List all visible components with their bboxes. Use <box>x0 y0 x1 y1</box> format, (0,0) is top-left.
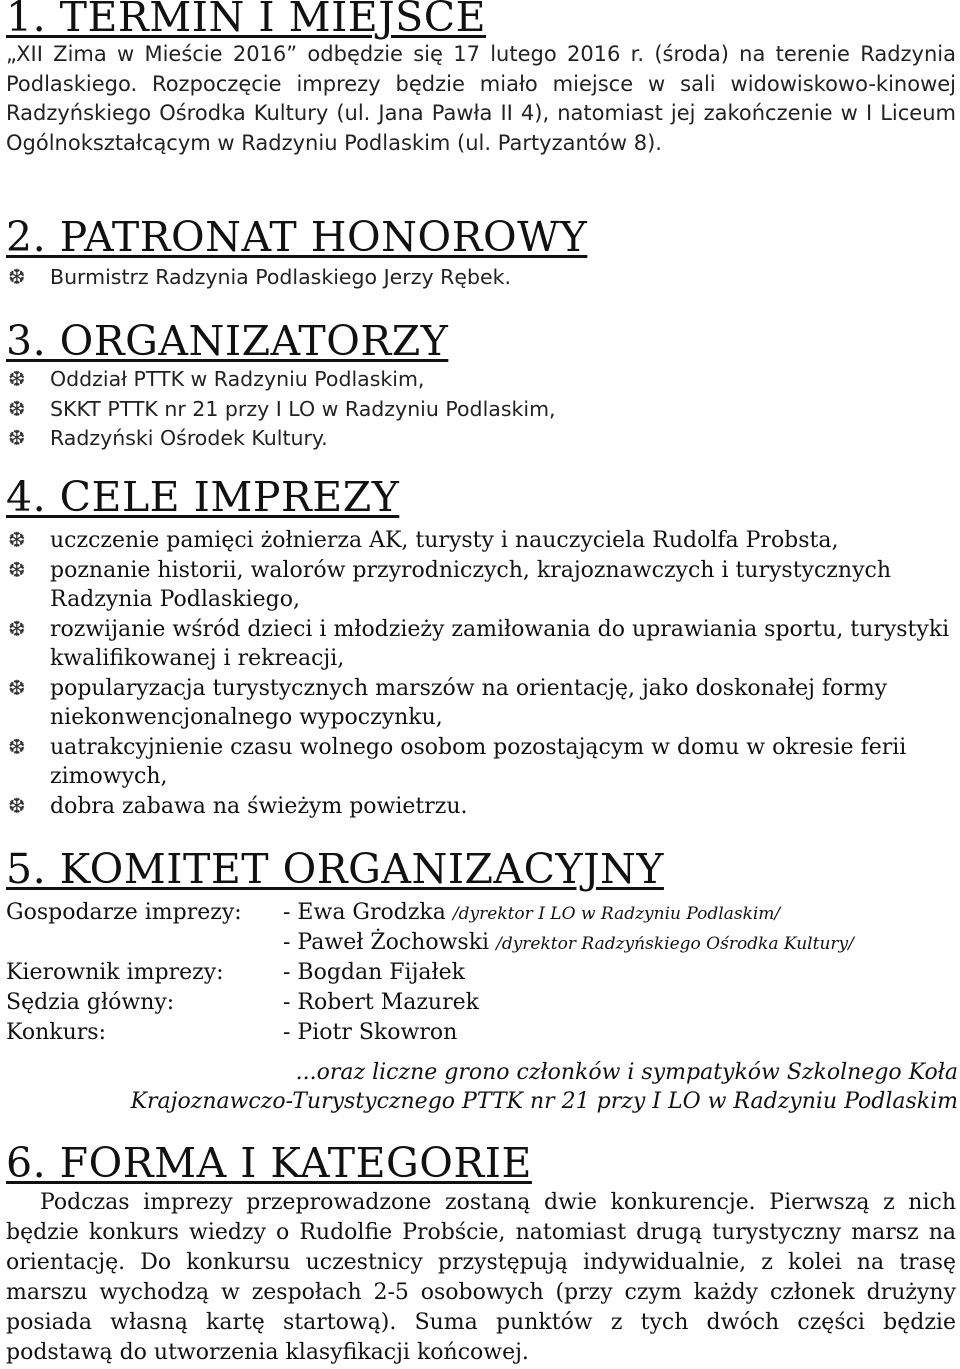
snowflake-icon: ❆ <box>8 675 26 700</box>
committee-person: - Ewa Grodzka <box>283 900 446 925</box>
snowflake-icon: ❆ <box>8 426 26 450</box>
committee-person: - Paweł Żochowski <box>283 930 490 955</box>
snowflake-icon: ❆ <box>8 265 26 289</box>
list-item: ❆ popularyzacja turystycznych marszów na orientację, jako doskonałej formy niekonwencjonalnego wypoczynku, <box>8 675 888 730</box>
section-heading-organizatorzy: 3. ORGANIZATORZY <box>6 317 449 365</box>
list-patronat <box>6 263 956 293</box>
section-heading-patronat: 2. PATRONAT HONOROWY <box>6 213 588 261</box>
committee-role: Konkurs: <box>6 1020 106 1045</box>
committee-person: - Robert Mazurek <box>283 990 479 1015</box>
committee-role: Gospodarze imprezy: <box>6 900 242 925</box>
closing-line: Krajoznawczo-Turystycznego PTTK nr 21 przy I LO w Radzyniu Podlaskim <box>130 1089 958 1114</box>
snowflake-icon: ❆ <box>8 616 26 641</box>
committee-person: - Bogdan Fijałek <box>283 960 466 985</box>
committee-note: /dyrektor Radzyńskiego Ośrodka Kultury/ <box>496 934 854 954</box>
snowflake-icon: ❆ <box>8 396 26 421</box>
committee-row <box>6 928 956 958</box>
list-item: ❆ rozwijanie wśród dzieci i młodzieży zamiłowania do uprawiania sportu, turystyki kwalifikowanej i rekreacji, <box>8 616 950 671</box>
committee-row <box>6 1018 956 1048</box>
list-item: ❆ Radzyński Ośrodek Kultury. <box>6 424 956 454</box>
list-item: ❆ Oddział PTTK w Radzyniu Podlaskim, <box>6 365 956 395</box>
snowflake-icon: ❆ <box>8 367 26 391</box>
section-heading-forma: 6. FORMA I KATEGORIE <box>6 1139 532 1187</box>
list-item: ❆ uatrakcyjnienie czasu wolnego osobom pozostającym w domu w okresie ferii zimowych, <box>8 734 907 789</box>
section-heading-termin: 1. TERMIN I MIEJSCE <box>6 0 487 41</box>
committee-role: Sędzia główny: <box>6 990 175 1015</box>
closing-line: ...oraz liczne grono członków i sympatyków Szkolnego Koła <box>295 1060 958 1085</box>
section-text-termin: „XII Zima w Mieście 2016” odbędzie się 17 lutego 2016 r. (środa) na terenie Radzynia Podlaskiego. Rozpoczęcie imprezy będzie miało miejsce w sali widowiskowo-kinowej Radzyńskiego Ośrodka Kultury (ul. Jana Pawła II 4), natomiast jej zakończenie w I Liceum Ogólnokształcącym w Radzyniu Podlaskim (ul. Partyzantów 8). <box>6 42 956 155</box>
section-text-forma: Podczas imprezy przeprowadzone zostaną dwie konkurencje. Pierwszą z nich będzie konkurs wiedzy o Rudolfie Probście, natomiast drugą turystyczny marsz na orientację. Do konkursu uczestnicy przystępują indywidualnie, z kolei na trasę marszu wychodzą w zespołach 2-5 osobowych (przy czym każdy członek drużyny posiada własną kartę startową). Suma punktów z tych dwóch części będzie podstawą do utworzenia klasyfikacji końcowej. <box>6 1190 956 1365</box>
committee-person: - Piotr Skowron <box>283 1020 458 1045</box>
committee-note: /dyrektor I LO w Radzyniu Podlaskim/ <box>452 904 781 924</box>
snowflake-icon: ❆ <box>8 557 26 582</box>
list-item: ❆ dobra zabawa na świeżym powietrzu. <box>6 792 956 822</box>
list-item: ❆ uczczenie pamięci żołnierza AK, turysty i nauczyciela Rudolfa Probsta, <box>6 526 956 556</box>
closing-note <box>6 1058 958 1116</box>
list-item: ❆ Burmistrz Radzynia Podlaskiego Jerzy Rębek. <box>6 263 956 293</box>
snowflake-icon: ❆ <box>8 793 26 818</box>
committee-role <box>6 928 283 958</box>
committee-row <box>6 988 956 1018</box>
snowflake-icon: ❆ <box>8 528 26 552</box>
section-heading-komitet: 5. KOMITET ORGANIZACYJNY <box>6 845 664 893</box>
section-heading-cele: 4. CELE IMPREZY <box>6 473 400 521</box>
committee-role: Kierownik imprezy: <box>6 960 224 985</box>
list-item: ❆ SKKT PTTK nr 21 przy I LO w Radzyniu Podlaskim, <box>6 395 956 425</box>
snowflake-icon: ❆ <box>8 734 26 759</box>
list-cele <box>6 526 956 821</box>
list-item: ❆ poznanie historii, walorów przyrodniczych, krajoznawczych i turystycznych Radzynia Podlaskiego, <box>8 557 891 612</box>
committee-row <box>6 898 956 928</box>
list-organizatorzy <box>6 365 956 454</box>
committee-row <box>6 958 956 988</box>
committee-table <box>6 898 956 1048</box>
